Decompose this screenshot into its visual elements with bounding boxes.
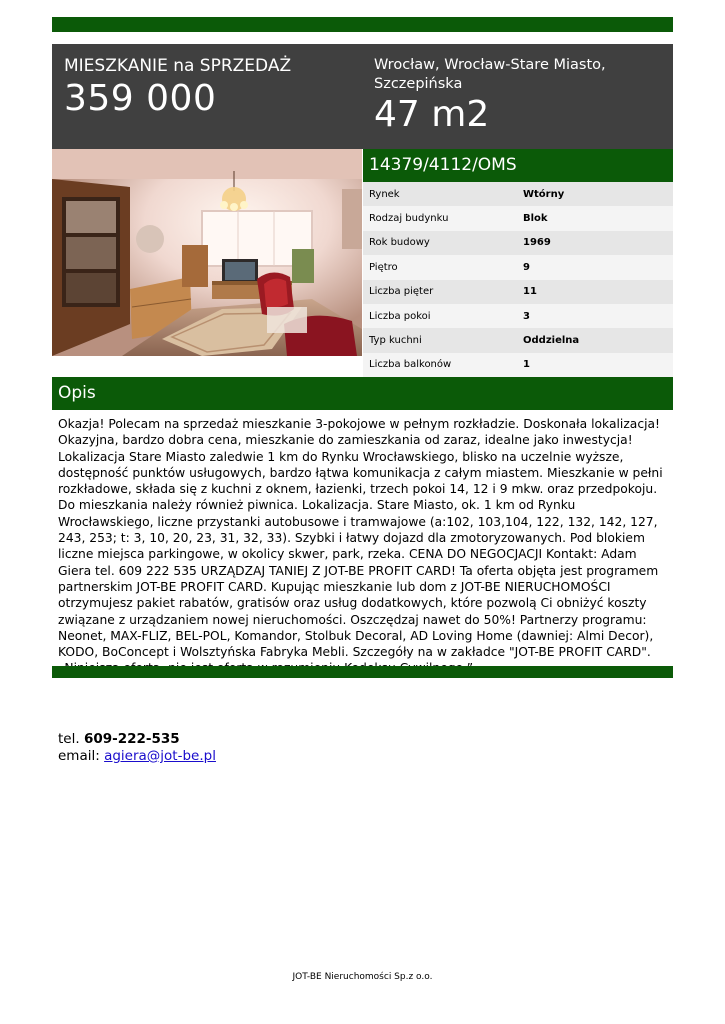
detail-label: Typ kuchni [369,335,422,347]
details-row [363,328,673,352]
detail-label: Liczba pięter [369,286,434,298]
top-accent-bar [52,17,673,32]
detail-value: Oddzielna [523,335,580,347]
details-row [363,255,673,279]
detail-label: Rok budowy [369,237,430,249]
reference-number: 14379/4112/OMS [363,149,673,182]
detail-value: 1 [523,359,530,371]
phone-label: tel. [58,731,80,747]
detail-value: 9 [523,261,530,273]
price: 359 000 [64,78,217,119]
detail-value: 1969 [523,237,551,249]
area: 47 m2 [374,94,490,135]
phone-line [58,731,216,748]
detail-label: Liczba pokoi [369,310,431,322]
contact-block [58,731,216,765]
detail-value: Blok [523,213,548,225]
apartment-photo [52,149,362,356]
details-row [363,231,673,255]
details-row [363,182,673,206]
details-row [363,304,673,328]
details-row [363,353,673,377]
details-row [363,206,673,230]
detail-label: Liczba balkonów [369,359,452,371]
email-line [58,748,216,765]
detail-label: Rynek [369,188,400,200]
detail-label: Rodzaj budynku [369,213,449,225]
detail-value: Wtórny [523,188,565,200]
detail-value: 11 [523,286,537,298]
footer-company: JOT-BE Nieruchomości Sp.z o.o. [292,972,433,982]
location: Wrocław, Wrocław-Stare Miasto, Szczepińska [374,57,606,92]
listing-header [52,44,673,149]
bottom-accent-bar [52,666,673,678]
email-link[interactable]: agiera@jot-be.pl [104,748,216,764]
email-label: email: [58,748,100,764]
description-heading: Opis [52,377,673,410]
phone-number: 609-222-535 [83,731,180,747]
details-row [363,280,673,304]
offer-type: MIESZKANIE na SPRZEDAŻ [64,56,292,76]
detail-label: Piętro [369,261,398,273]
details-table [363,182,673,377]
description-text: Okazja! Polecam na sprzedaż mieszkanie 3-pokojowe w pełnym rozkładzie. Doskonała lokalizacja! Okazyjna, bardzo dobra cena, mieszkanie do zamieszkania od zaraz, idealne jako inwestycja! Lokalizacja Stare Miasto zaledwie 1 km do Rynku Wrocławskiego, blisko na uczelnie wyższe, dostępność punktów usługowych, bardzo łątwa komunikacja z całym miastem. Mieszkanie w pełni rozkładowe, składa się z kuchni z oknem, łazienki, trzech pokoi 14, 12 i 9 mkw. oraz przedpokoju. Do mieszkania należy również piwnica. Lokalizacja. Stare Miasto, ok. 1 km od Rynku Wrocławskiego, liczne przystanki autobusowe i tramwajowe (a:102, 103,104, 122, 132, 142, 127, 243, 253; t: 3, 10, 20, 23, 31, 32, 33). Szybki i łatwy dojazd dla zmotoryzowanych. Pod blokiem liczne miejsca parkingowe, w okolicy skwer, park, rzeka. CENA DO NEGOCJACJI Kontakt: Adam Giera tel. 609 222 535 URZĄDZAJ TANIEJ Z JOT-BE PROFIT CARD! Ta oferta objęta jest programem partnerskim JOT-BE PROFIT CARD. Kupując mieszkanie lub dom z JOT-BE NIERUCHOMOŚCI otrzymujesz pakiet rabatów, gratisów oraz usług dodatkowych, które pozwolą Ci obniżyć koszty związane z urządzaniem nowej nieruchomości. Oszczędzaj nawet do 50%! Partnerzy programu: Neonet, MAX-FLIZ, BEL-POL, Komandor, Stolbuk Decoral, AD Loving Home (dawniej: Almi Decor), KODO, BoConcept i Wolsztyńska Fabryka Mebli. Szczegóły na w zakładce "JOT-BE PROFIT CARD". [58,417,663,660]
detail-value: 3 [523,310,530,322]
